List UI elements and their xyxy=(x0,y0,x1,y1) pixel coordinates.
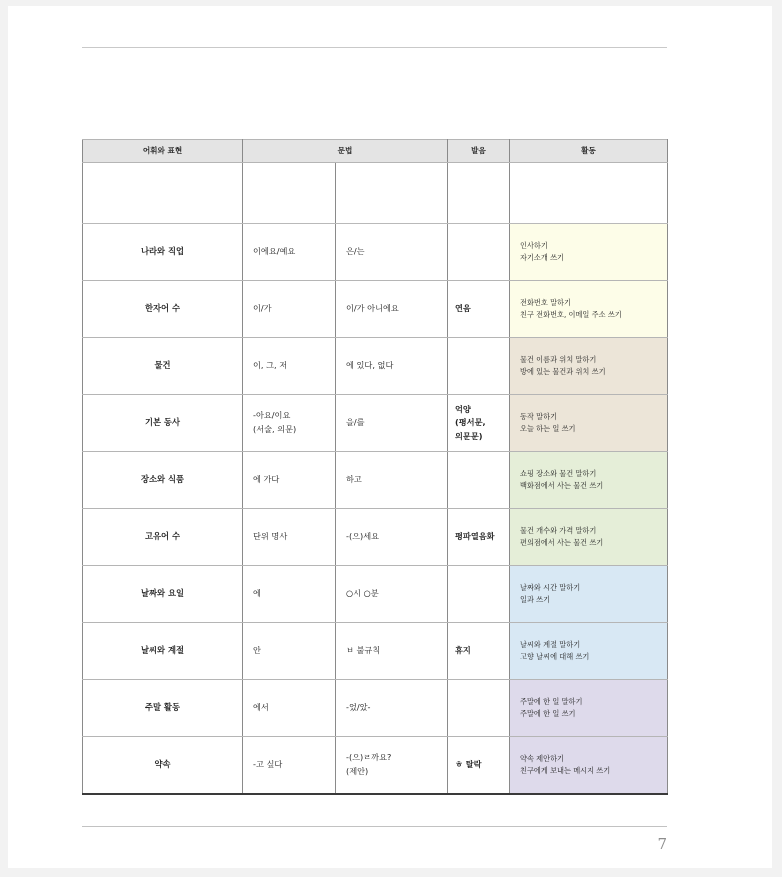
table-header-row xyxy=(83,140,668,163)
table-row xyxy=(83,395,668,452)
cell-grammar-1: 에서 xyxy=(243,680,336,737)
table-row xyxy=(83,566,668,623)
cell-vocabulary: 장소와 식품 xyxy=(83,452,243,509)
cell-grammar-1: 에 가다 xyxy=(243,452,336,509)
cell-grammar-1: 에 xyxy=(243,566,336,623)
activity-line: 물건 이름과 위치 말하기 xyxy=(520,355,597,365)
cell-pronunciation: 연음 xyxy=(448,281,510,338)
cell-activity xyxy=(510,623,668,680)
cell-activity xyxy=(510,566,668,623)
header-rule xyxy=(82,47,667,48)
column-header-activity: 활동 xyxy=(510,140,668,163)
activity-line: 동작 말하기 xyxy=(520,412,558,422)
column-header-vocabulary: 어휘와 표현 xyxy=(83,140,243,163)
table-row xyxy=(83,509,668,566)
cell-grammar-1: 이/가 xyxy=(243,281,336,338)
cell-activity xyxy=(510,452,668,509)
page-number: 7 xyxy=(657,835,667,853)
activity-line: 방에 있는 물건과 위치 쓰기 xyxy=(520,367,606,376)
cell-grammar-2: 이/가 아니에요 xyxy=(336,281,448,338)
cell-grammar-1: 단위 명사 xyxy=(243,509,336,566)
activity-line: 주말에 한 일 쓰기 xyxy=(520,709,576,718)
activity-line: 물건 개수와 가격 말하기 xyxy=(520,526,597,536)
table-spacer-cell xyxy=(83,163,243,224)
activity-line: 백화점에서 사는 물건 쓰기 xyxy=(520,481,604,490)
table-row xyxy=(83,623,668,680)
cell-activity xyxy=(510,395,668,452)
cell-activity xyxy=(510,509,668,566)
table-row xyxy=(83,281,668,338)
cell-pronunciation xyxy=(448,224,510,281)
cell-vocabulary: 날씨와 계절 xyxy=(83,623,243,680)
activity-line: 친구 전화번호, 이메일 주소 쓰기 xyxy=(520,310,622,319)
cell-activity xyxy=(510,338,668,395)
activity-line: 일과 쓰기 xyxy=(520,595,551,604)
cell-grammar-2: 에 있다, 없다 xyxy=(336,338,448,395)
activity-line: 편의점에서 사는 물건 쓰기 xyxy=(520,538,604,547)
cell-pronunciation xyxy=(448,452,510,509)
cell-grammar-1: -고 싶다 xyxy=(243,737,336,795)
cell-vocabulary: 한자어 수 xyxy=(83,281,243,338)
table-row xyxy=(83,338,668,395)
table-body xyxy=(83,163,668,795)
activity-line: 쇼핑 장소와 물건 말하기 xyxy=(520,469,597,479)
table-spacer-cell xyxy=(336,163,448,224)
table-header xyxy=(83,140,668,163)
cell-activity xyxy=(510,737,668,795)
cell-vocabulary: 주말 활동 xyxy=(83,680,243,737)
cell-grammar-1: 이에요/예요 xyxy=(243,224,336,281)
cell-vocabulary: 나라와 직업 xyxy=(83,224,243,281)
cell-grammar-2: 을/를 xyxy=(336,395,448,452)
activity-line: 오늘 하는 일 쓰기 xyxy=(520,424,576,433)
cell-pronunciation xyxy=(448,680,510,737)
cell-grammar-1: 이, 그, 저 xyxy=(243,338,336,395)
table-row xyxy=(83,224,668,281)
cell-vocabulary: 고유어 수 xyxy=(83,509,243,566)
activity-line: 날짜와 시간 말하기 xyxy=(520,583,581,593)
cell-grammar-2: 하고 xyxy=(336,452,448,509)
activity-line: 자기소개 쓰기 xyxy=(520,253,564,262)
cell-grammar-2: -(으)세요 xyxy=(336,509,448,566)
cell-grammar-1: 안 xyxy=(243,623,336,680)
activity-line: 고향 날씨에 대해 쓰기 xyxy=(520,652,590,661)
cell-vocabulary: 기본 동사 xyxy=(83,395,243,452)
cell-activity xyxy=(510,224,668,281)
column-header-pronunciation: 발음 xyxy=(448,140,510,163)
activity-line: 친구에게 보내는 메시지 쓰기 xyxy=(520,766,611,775)
cell-pronunciation: 평파열음화 xyxy=(448,509,510,566)
activity-line: 날씨와 계절 말하기 xyxy=(520,640,581,650)
cell-grammar-2: ○시 ○분 xyxy=(336,566,448,623)
cell-activity xyxy=(510,281,668,338)
cell-pronunciation xyxy=(448,338,510,395)
cell-activity xyxy=(510,680,668,737)
syllabus-table xyxy=(82,139,668,795)
cell-grammar-1: -아요/이요 (서술, 의문) xyxy=(243,395,336,452)
footer-rule xyxy=(82,826,667,827)
document-page xyxy=(8,6,772,868)
column-header-grammar: 문법 xyxy=(243,140,448,163)
cell-grammar-2: -(으)ㄹ까요? (제안) xyxy=(336,737,448,795)
table-spacer-row xyxy=(83,163,668,224)
table-spacer-cell xyxy=(510,163,668,224)
activity-line: 전화번호 말하기 xyxy=(520,298,571,308)
cell-grammar-2: -었/았- xyxy=(336,680,448,737)
table-spacer-cell xyxy=(448,163,510,224)
cell-pronunciation: 억양 (평서문, 의문문) xyxy=(448,395,510,452)
cell-vocabulary: 약속 xyxy=(83,737,243,795)
activity-line: 주말에 한 일 말하기 xyxy=(520,697,583,707)
cell-pronunciation: 휴지 xyxy=(448,623,510,680)
cell-pronunciation: ㅎ 탈락 xyxy=(448,737,510,795)
cell-grammar-2: ㅂ 불규칙 xyxy=(336,623,448,680)
table-spacer-cell xyxy=(243,163,336,224)
activity-line: 약속 제안하기 xyxy=(520,754,564,764)
table-row xyxy=(83,452,668,509)
table-row xyxy=(83,737,668,795)
cell-grammar-2: 은/는 xyxy=(336,224,448,281)
cell-pronunciation xyxy=(448,566,510,623)
cell-vocabulary: 물건 xyxy=(83,338,243,395)
cell-vocabulary: 날짜와 요일 xyxy=(83,566,243,623)
activity-line: 인사하기 xyxy=(520,241,548,251)
table-row xyxy=(83,680,668,737)
